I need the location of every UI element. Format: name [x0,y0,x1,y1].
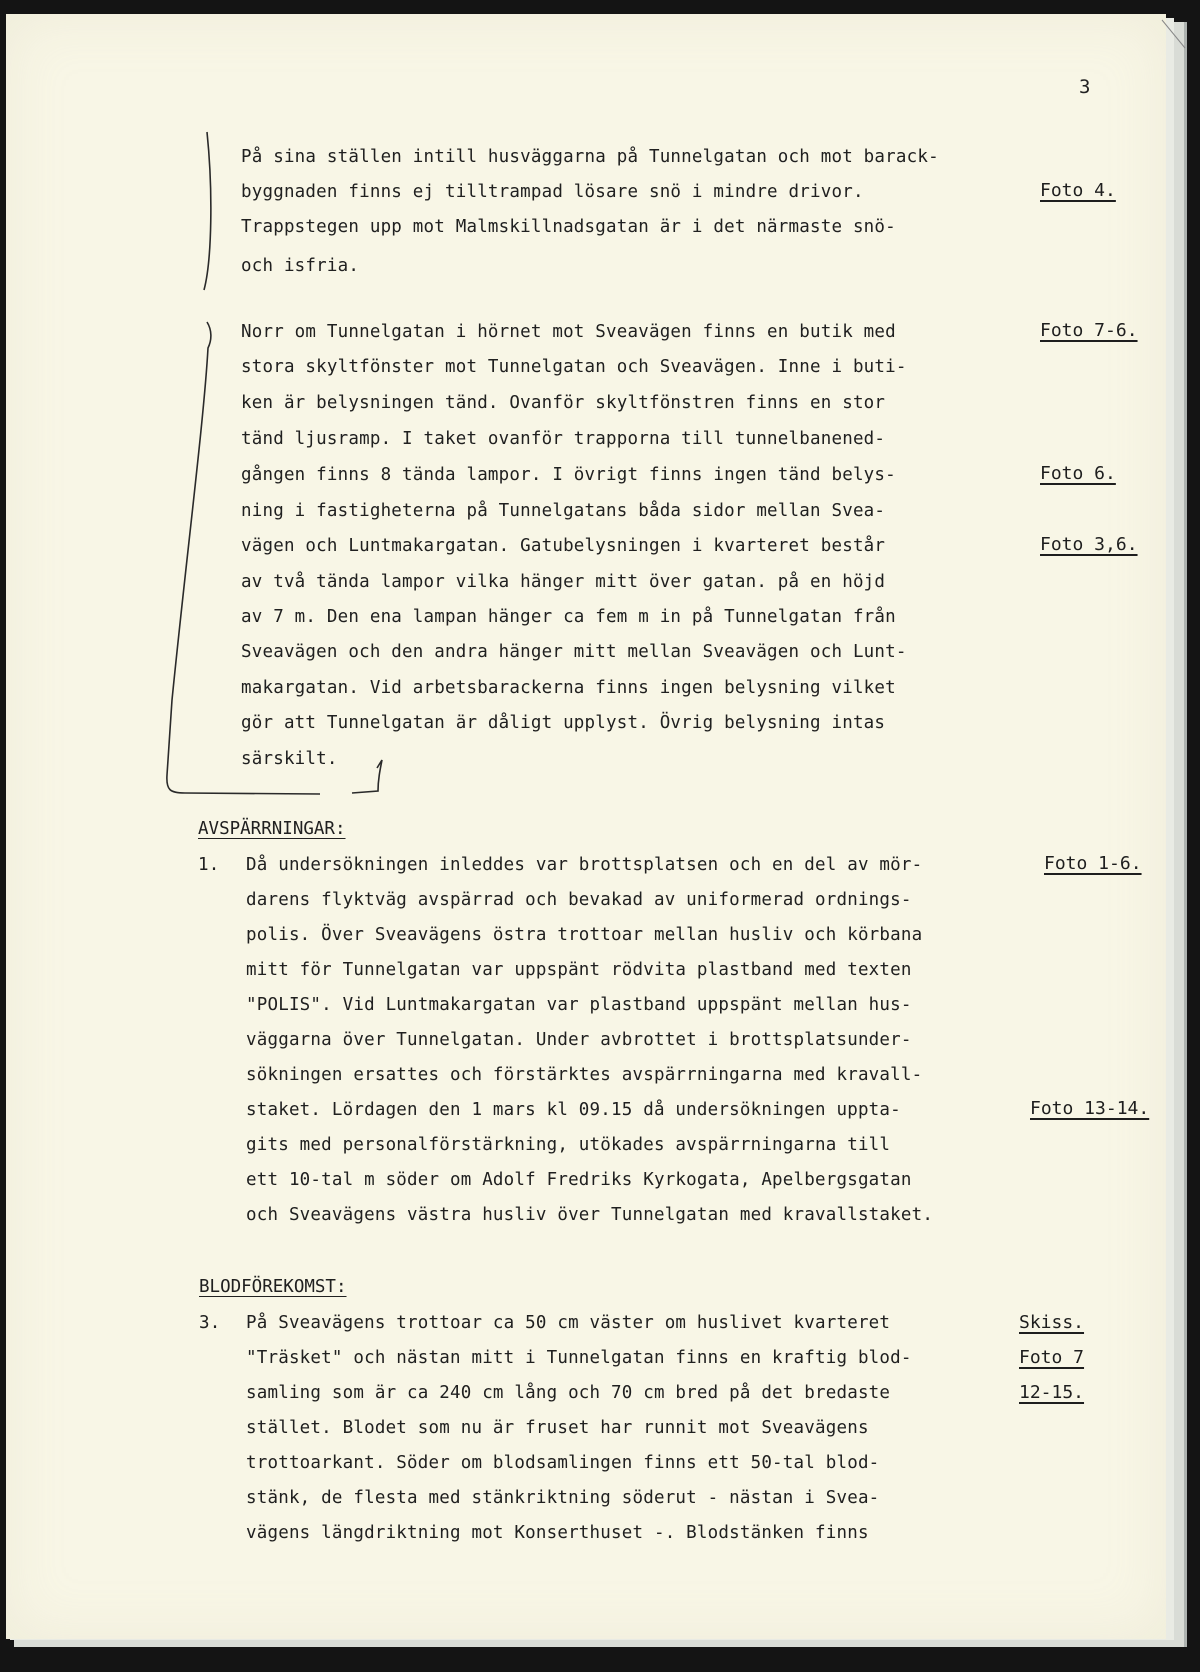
text-line: "POLIS". Vid Luntmakargatan var plastband uppspänt mellan hus- [246,995,912,1015]
item-number: 1. [198,855,220,875]
text-line: På sina ställen intill husväggarna på Tunnelgatan och mot barack- [241,147,939,167]
text-line: stänk, de flesta med stänkriktning söderut - nästan i Svea- [246,1488,880,1508]
text-line: av 7 m. Den ena lampan hänger ca fem m in på Tunnelgatan från [241,607,896,627]
text-line: särskilt. [241,749,338,769]
text-line: gör att Tunnelgatan är dåligt upplyst. Övrig belysning intas [241,713,886,733]
text-line: stora skyltfönster mot Tunnelgatan och Sveavägen. Inne i buti- [241,357,907,377]
text-line: sökningen ersattes och förstärktes avspärrningarna med kravall- [246,1065,923,1085]
text-line: "Träsket" och nästan mitt i Tunnelgatan finns en kraftig blod- [246,1348,912,1368]
text-line: vägens längdriktning mot Konserthuset -. Blodstänken finns [246,1523,869,1543]
text-line: av två tända lampor vilka hänger mitt över gatan. på en höjd [241,572,886,592]
photo-reference: Foto 3,6. [1040,534,1138,555]
page-number: 3 [1079,76,1091,98]
photo-reference: Foto 7 [1019,1347,1085,1368]
photo-reference: Foto 13-14. [1030,1098,1150,1119]
section-heading-blodforekomst: BLODFÖREKOMST: [199,1277,347,1297]
text-line: stället. Blodet som nu är fruset har runnit mot Sveavägens [246,1418,869,1438]
text-line: och Sveavägens västra husliv över Tunnelgatan med kravallstaket. [246,1205,934,1225]
text-line: makargatan. Vid arbetsbarackerna finns ingen belysning vilket [241,678,896,698]
text-line: gången finns 8 tända lampor. I övrigt finns ingen tänd belys- [241,465,896,485]
text-line: staket. Lördagen den 1 mars kl 09.15 då undersökningen uppta- [246,1100,901,1120]
text-line: Norr om Tunnelgatan i hörnet mot Sveavägen finns en butik med [241,322,896,342]
text-line: ett 10-tal m söder om Adolf Fredriks Kyrkogata, Apelbergsgatan [246,1170,912,1190]
text-line: mitt för Tunnelgatan var uppspänt rödvita plastband med texten [246,960,912,980]
sketch-reference: Skiss. [1019,1312,1085,1333]
text-line: ken är belysningen tänd. Ovanför skyltfönstren finns en stor [241,393,886,413]
text-line: och isfria. [241,256,360,276]
text-line: gits med personalförstärkning, utökades avspärrningarna till [246,1135,891,1155]
text-line: samling som är ca 240 cm lång och 70 cm bred på det bredaste [246,1383,891,1403]
text-line: ning i fastigheterna på Tunnelgatans båda sidor mellan Svea- [241,501,886,521]
text-line: byggnaden finns ej tilltrampad lösare snö i mindre drivor. [241,182,864,202]
text-line: väggarna över Tunnelgatan. Under avbrottet i brottsplatsunder- [246,1030,912,1050]
text-line: trottoarkant. Söder om blodsamlingen finns ett 50-tal blod- [246,1453,880,1473]
photo-reference: Foto 4. [1040,180,1116,201]
text-line: tänd ljusramp. I taket ovanför trapporna till tunnelbanened- [241,429,886,449]
text-line: På Sveavägens trottoar ca 50 cm väster om huslivet kvarteret [246,1313,891,1333]
text-line: Trappstegen upp mot Malmskillnadsgatan är i det närmaste snö- [241,217,896,237]
text-line: Då undersökningen inleddes var brottsplatsen och en del av mör- [246,855,923,875]
photo-reference: Foto 7-6. [1040,320,1138,341]
text-line: polis. Över Sveavägens östra trottoar mellan husliv och körbana [246,925,923,945]
text-line: darens flyktväg avspärrad och bevakad av uniformerad ordnings- [246,890,912,910]
section-heading-avsparrningar: AVSPÄRRNINGAR: [198,819,346,839]
text-line: vägen och Luntmakargatan. Gatubelysningen i kvarteret består [241,536,886,556]
photo-reference: 12-15. [1019,1382,1085,1403]
item-number: 3. [199,1313,221,1333]
photo-reference: Foto 1-6. [1044,853,1142,874]
photo-reference: Foto 6. [1040,463,1116,484]
text-line: Sveavägen och den andra hänger mitt mellan Sveavägen och Lunt- [241,642,907,662]
